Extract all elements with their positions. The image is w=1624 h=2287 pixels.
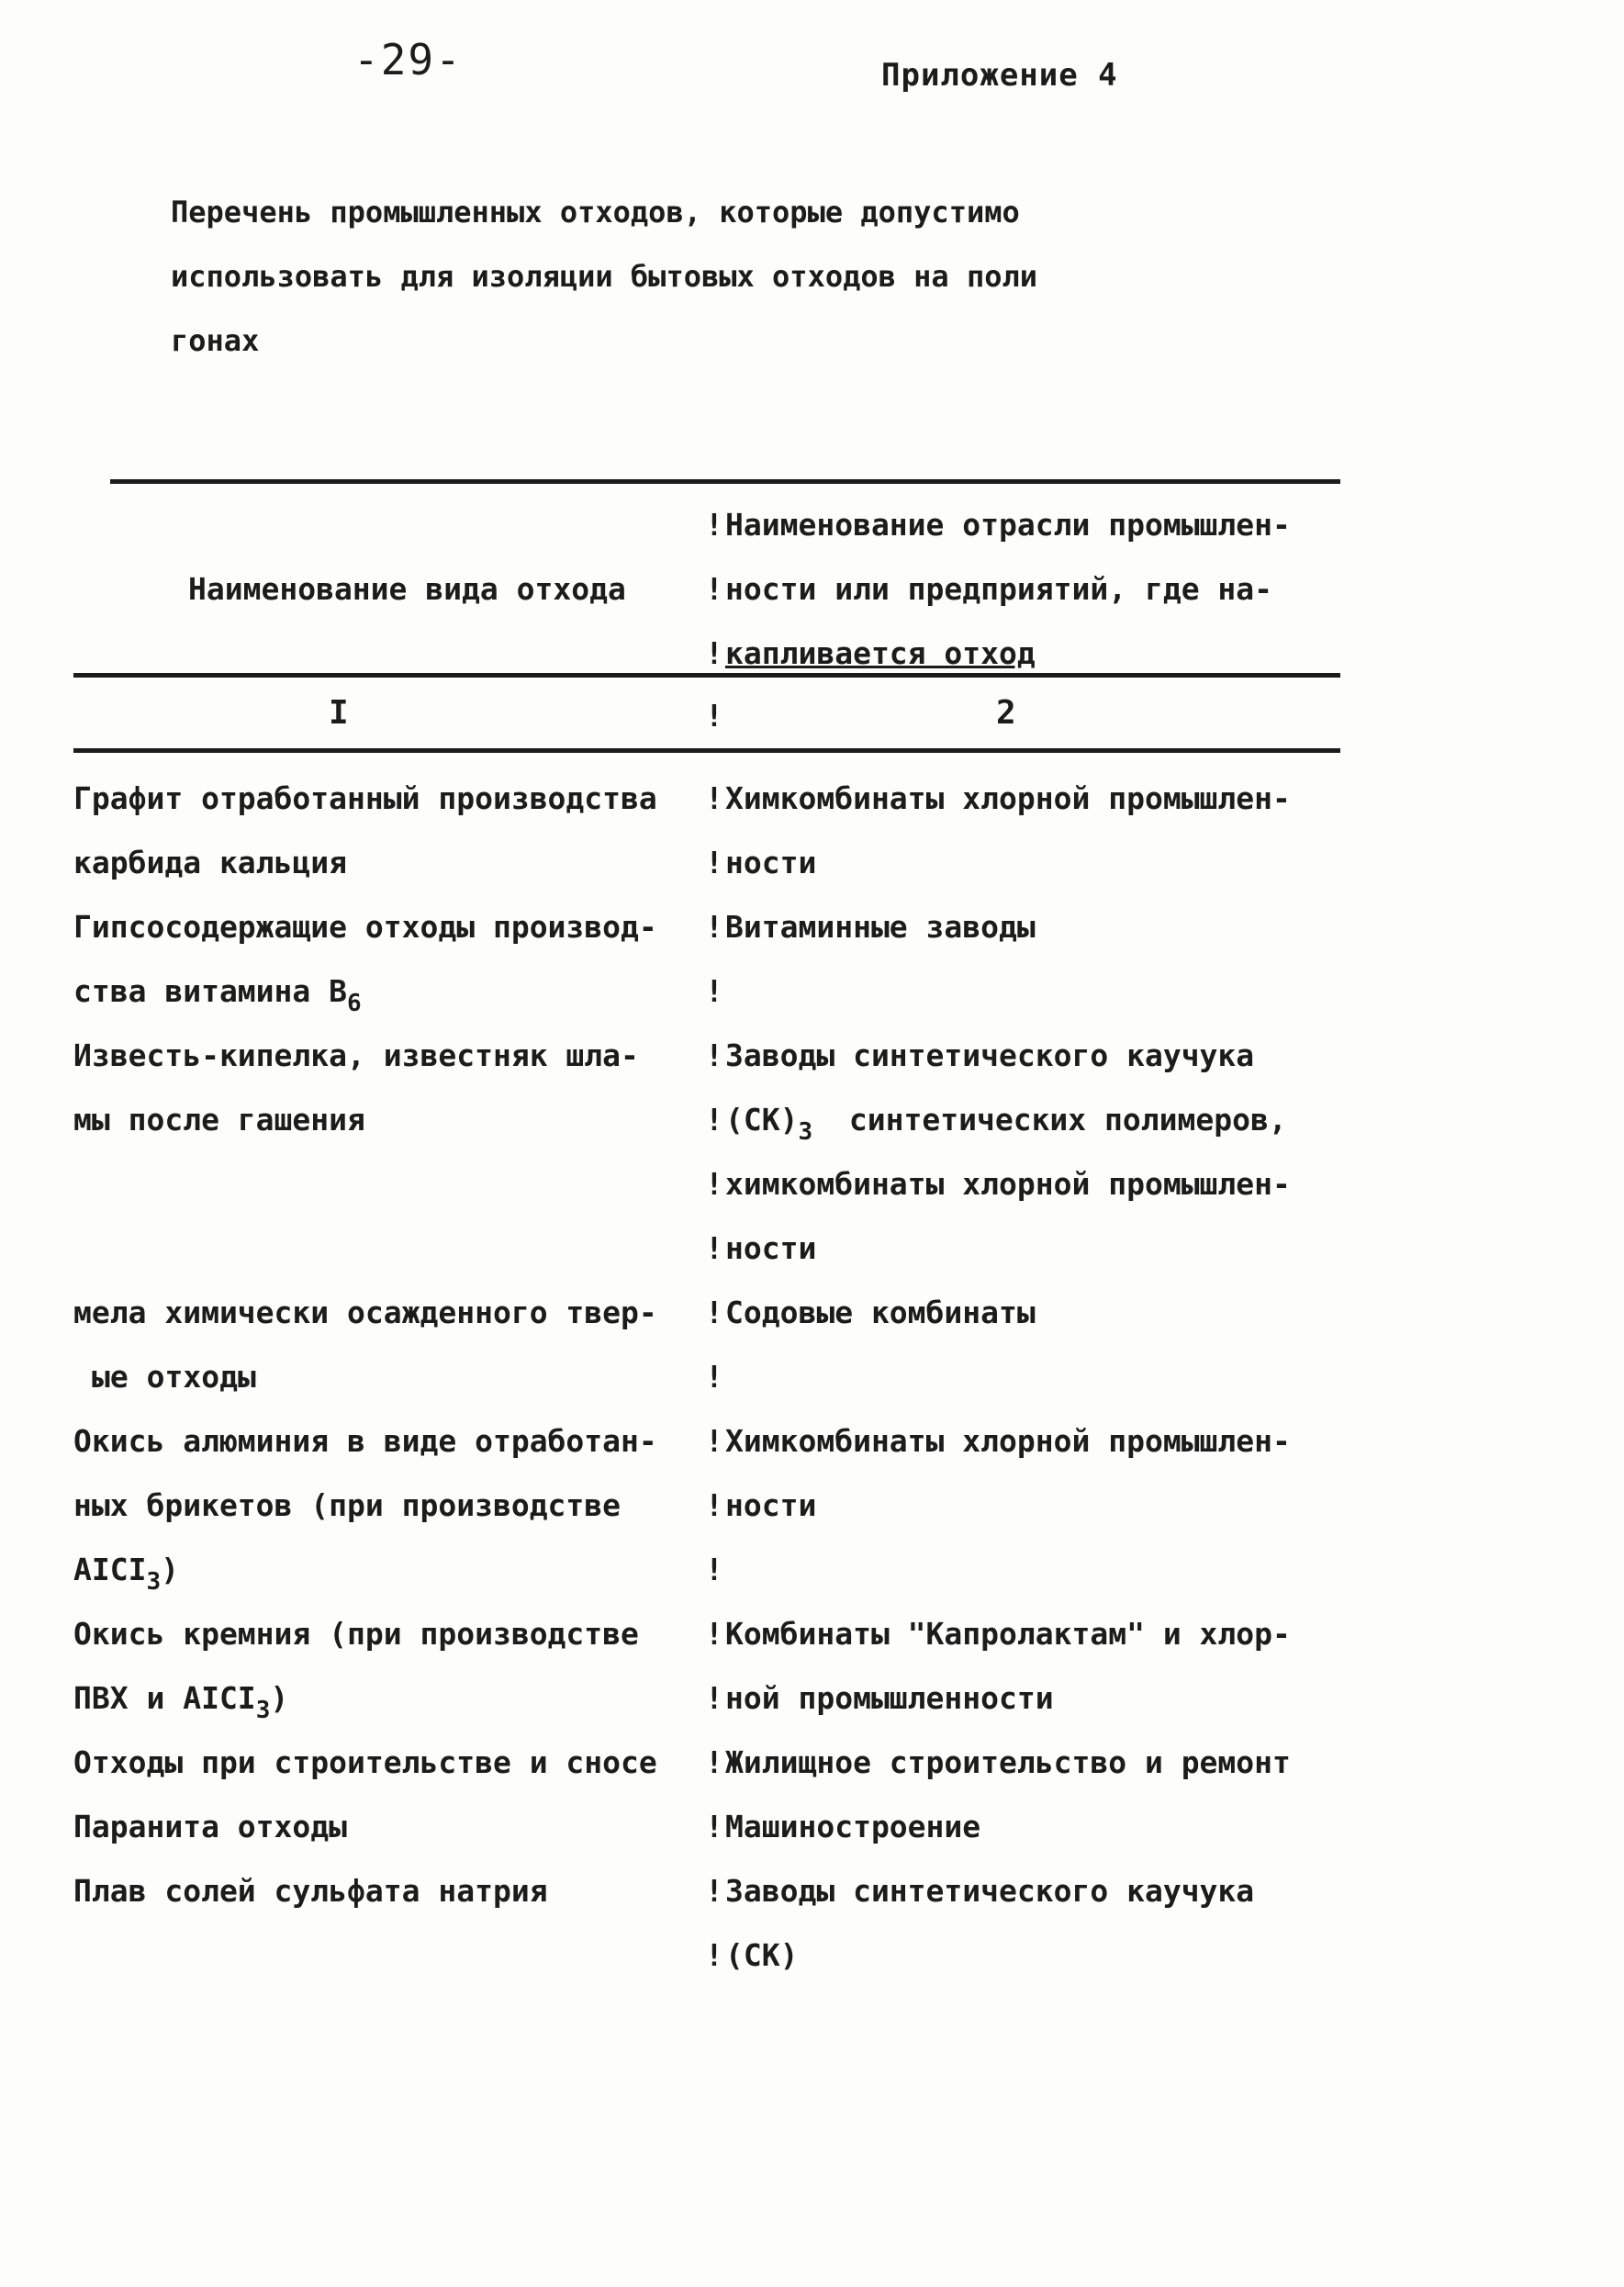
title-line: использовать для изоляции бытовых отходов на поли [171, 259, 1038, 294]
row6-col1-line2 [73, 1680, 289, 1724]
row1-col1-line2: карбида кальция [73, 845, 348, 880]
column-separator: ! [705, 1230, 723, 1266]
column-separator: ! [705, 1359, 723, 1395]
row9-col2-line2: (СК) [725, 1937, 799, 1973]
row3-col2-line2 [725, 1102, 1287, 1146]
subscript: 6 [347, 990, 362, 1017]
row8-col1-line1: Паранита отходы [73, 1809, 348, 1844]
row1-col2-line2: ности [725, 845, 817, 880]
column-separator: ! [705, 1102, 723, 1138]
row6-col2-line2: ной промышленности [725, 1680, 1054, 1716]
subscript: 3 [798, 1118, 813, 1146]
row6-col1-line2-text: ПВХ и AICI [73, 1680, 256, 1716]
subscript: 3 [255, 1697, 271, 1724]
column-separator: ! [705, 1616, 723, 1652]
row5-col2-line1: Химкомбинаты хлорной промышлен- [725, 1423, 1291, 1459]
row1-col2-line1: Химкомбинаты хлорной промышлен- [725, 780, 1291, 816]
subscript: 3 [146, 1568, 162, 1596]
column-separator: ! [705, 1552, 723, 1587]
column-separator: ! [705, 571, 723, 607]
column-number-1: I [329, 694, 349, 732]
row4-col1-line1: мела химически осажденного твер- [73, 1295, 657, 1330]
row6-col1-line2-rest: ) [270, 1680, 289, 1716]
row6-col1-line1: Окись кремния (при производстве [73, 1616, 639, 1652]
title-line: гонах [171, 323, 260, 358]
row2-col1-line2-text: ства витамина B [73, 973, 348, 1009]
column-separator: ! [705, 780, 723, 816]
row3-col2-line1: Заводы синтетического каучука [725, 1037, 1255, 1073]
page-number: -29- [353, 35, 463, 84]
column-separator: ! [705, 698, 723, 734]
row3-col2-line4: ности [725, 1230, 817, 1266]
column-separator: ! [705, 1037, 723, 1073]
row3-col2-line2-rest: синтетических полимеров, [848, 1102, 1287, 1138]
row4-col1-line2: ые отходы [92, 1359, 256, 1395]
column-separator: ! [705, 1295, 723, 1330]
row8-col2-line1: Машиностроение [725, 1809, 981, 1844]
row5-col1-line3 [73, 1552, 180, 1596]
row3-col1-line2: мы после гашения [73, 1102, 365, 1138]
header-bottom-rule [73, 673, 1340, 678]
row2-col1-line1: Гипсосодержащие отходы производ- [73, 909, 657, 945]
row3-col1-line1: Известь-кипелка, известняк шла- [73, 1037, 639, 1073]
row2-col1-line2 [73, 973, 362, 1017]
row4-col2-line1: Содовые комбинаты [725, 1295, 1036, 1330]
row2-col2-line1: Витаминные заводы [725, 909, 1036, 945]
column-separator: ! [705, 1809, 723, 1844]
table-top-rule [110, 479, 1340, 484]
column-number-2: 2 [996, 694, 1016, 732]
column-separator: ! [705, 507, 723, 543]
row5-col2-line2: ности [725, 1487, 817, 1523]
column-separator: ! [705, 1166, 723, 1202]
column-separator: ! [705, 1487, 723, 1523]
row6-col2-line1: Комбинаты "Капролактам" и хлор- [725, 1616, 1291, 1652]
column-separator: ! [705, 1873, 723, 1909]
document-title [171, 180, 1181, 373]
row5-col1-line3-text: AICI [73, 1552, 147, 1587]
colnum-bottom-rule [73, 748, 1340, 753]
column-separator: ! [705, 845, 723, 880]
column-separator: ! [705, 1423, 723, 1459]
row5-col1-line2: ных брикетов (при производстве [73, 1487, 622, 1523]
column-separator: ! [705, 1744, 723, 1780]
column-separator: ! [705, 635, 723, 671]
title-line: Перечень промышленных отходов, которые допустимо [171, 195, 1020, 230]
row9-col1-line1: Плав солей сульфата натрия [73, 1873, 548, 1909]
row7-col1-line1: Отходы при строительстве и сносе [73, 1744, 657, 1780]
column-separator: ! [705, 1937, 723, 1973]
col2-header-line: капливается отход [725, 635, 1036, 671]
row1-col1-line1: Графит отработанный производства [73, 780, 657, 816]
col2-header-line: ности или предприятий, где на- [725, 571, 1273, 607]
row7-col2-line1: Жилищное строительство и ремонт [725, 1744, 1291, 1780]
col2-header-line: Наименование отрасли промышлен- [725, 507, 1291, 543]
appendix-label: Приложение 4 [881, 57, 1118, 94]
col1-header: Наименование вида отхода [188, 571, 626, 607]
column-separator: ! [705, 973, 723, 1009]
column-separator: ! [705, 909, 723, 945]
row9-col2-line1: Заводы синтетического каучука [725, 1873, 1255, 1909]
column-separator: ! [705, 1680, 723, 1716]
row5-col1-line1: Окись алюминия в виде отработан- [73, 1423, 657, 1459]
row3-col2-line2-text: (СК) [725, 1102, 799, 1138]
row5-col1-line3-rest: ) [161, 1552, 180, 1587]
row3-col2-line3: химкомбинаты хлорной промышлен- [725, 1166, 1291, 1202]
